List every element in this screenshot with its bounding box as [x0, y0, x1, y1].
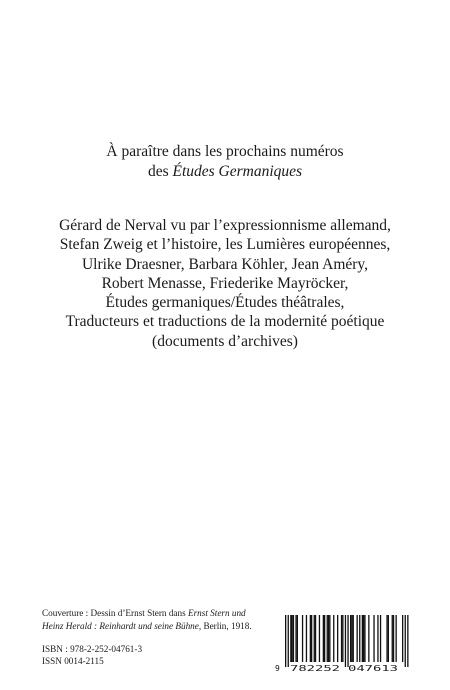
- barcode-group-1: 782252: [290, 664, 341, 673]
- barcode-bar: [290, 615, 291, 662]
- barcode-group-2: 047613: [348, 664, 399, 673]
- barcode-bar: [293, 615, 294, 662]
- isbn: ISBN : 978-2-252-04761-3: [42, 644, 143, 654]
- barcode-bar: [405, 615, 406, 667]
- topic-line: Robert Menasse, Friederike Mayröcker,: [101, 274, 349, 292]
- barcode-lead-digit: 9: [275, 664, 280, 673]
- barcode-bar: [337, 615, 338, 662]
- barcode-bar: [368, 615, 369, 662]
- issn: ISSN 0014-2115: [42, 656, 104, 666]
- cover-credit-book-title: Ernst Stern und: [187, 608, 246, 618]
- barcode-bar: [333, 615, 334, 662]
- topic-line: (documents d’archives): [152, 332, 298, 350]
- barcode-bar: [295, 615, 296, 662]
- topics-list: [0, 216, 450, 351]
- barcode-bar: [341, 615, 342, 662]
- barcode-bar: [329, 615, 330, 662]
- barcode-bar: [373, 615, 374, 662]
- barcode-bar: [324, 615, 325, 662]
- cover-credit-book-title-cont: Heinz Herald : Reinhardt und seine Bühne: [42, 620, 199, 631]
- barcode-bar: [359, 615, 360, 662]
- barcode-bar: [380, 615, 381, 662]
- barcode-bar: [353, 615, 354, 662]
- barcode-graphic: [272, 615, 414, 673]
- barcode-bar: [386, 615, 387, 662]
- barcode-bar: [315, 615, 316, 662]
- barcode-bar: [357, 615, 358, 662]
- barcode-bar: [292, 615, 293, 662]
- barcode-bar: [328, 615, 329, 662]
- barcode-bar: [306, 615, 307, 662]
- barcode-bar: [350, 615, 351, 662]
- barcode-bar: [407, 615, 408, 667]
- barcode-bar: [396, 615, 397, 662]
- barcode-bar: [285, 615, 286, 667]
- barcode-bar: [310, 615, 311, 662]
- barcode: [272, 615, 414, 673]
- barcode-bar: [377, 615, 378, 662]
- topic-line: Stefan Zweig et l’histoire, les Lumières européennes,: [59, 236, 391, 254]
- announcement-line-1: À paraître dans les prochains numéros: [106, 143, 344, 160]
- barcode-bar: [347, 615, 348, 667]
- barcode-bar: [351, 615, 352, 662]
- cover-credit-text: Couverture : Dessin d’Ernst Stern dans: [42, 608, 188, 618]
- announcement-prefix: des: [147, 163, 173, 180]
- topic-line: Gérard de Nerval vu par l’expressionnisme allemand,: [59, 217, 391, 234]
- barcode-bar: [327, 615, 328, 662]
- cover-credit-place-year: , Berlin, 1918.: [198, 620, 252, 631]
- topic-line: Ulrike Draesner, Barbara Köhler, Jean Améry,: [81, 255, 369, 273]
- barcode-bar: [319, 615, 320, 662]
- topic-line: Études germaniques/Études théâtrales,: [105, 294, 345, 312]
- barcode-bar: [288, 615, 289, 667]
- topic-line: Traducteurs et traductions de la modernité poétique: [65, 313, 385, 331]
- barcode-bar: [364, 615, 365, 662]
- announcement-heading: [0, 142, 450, 182]
- barcode-bar: [402, 615, 403, 662]
- barcode-bar: [393, 615, 394, 662]
- barcode-bar: [323, 615, 324, 662]
- cover-credit-line-1: [42, 607, 252, 620]
- barcode-bar: [345, 615, 346, 667]
- barcode-bar: [314, 615, 315, 662]
- barcode-bar: [362, 615, 363, 662]
- barcode-bar: [302, 615, 303, 662]
- barcode-bar: [363, 615, 364, 662]
- cover-credit-line-2: [42, 620, 252, 633]
- barcode-bar: [311, 615, 312, 662]
- identifiers: [42, 643, 142, 667]
- announcement-line-2: [0, 162, 450, 182]
- barcode-bar: [388, 615, 389, 662]
- barcode-bar: [392, 615, 393, 662]
- cover-credit: [42, 607, 252, 632]
- barcode-bar: [342, 615, 343, 662]
- barcode-bar: [297, 615, 298, 662]
- journal-title: Études Germaniques: [172, 163, 303, 180]
